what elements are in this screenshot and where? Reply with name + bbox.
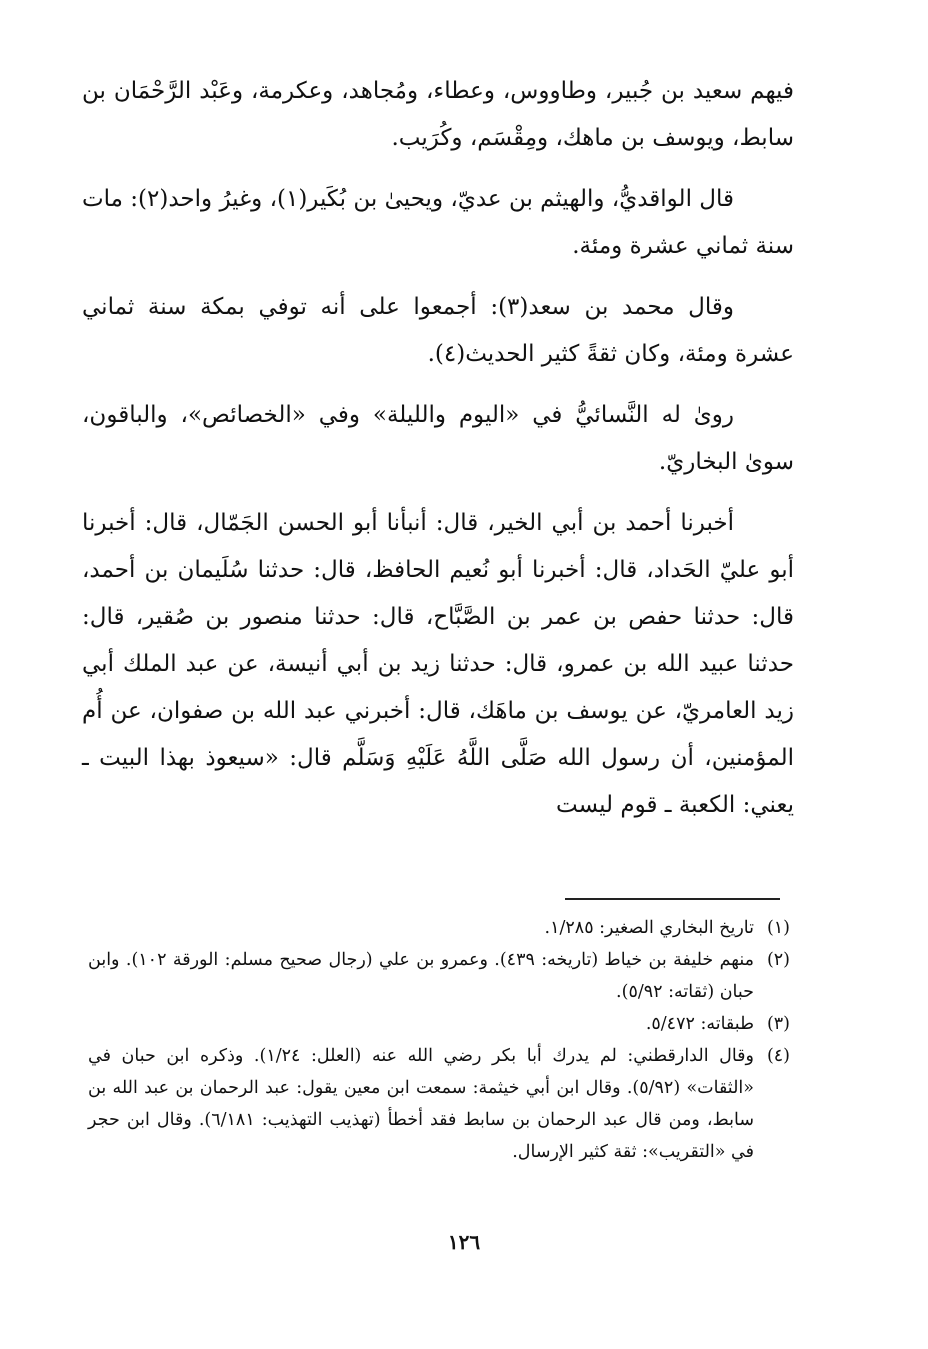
footnote-text: منهم خليفة بن خياط (تاريخه: ٤٣٩). وعمرو بن علي (رجال صحيح مسلم: الورقة ١٠٢). وابن حبان (ثقاته: ٥/٩٢). — [88, 950, 754, 1002]
paragraph-5: أخبرنا أحمد بن أبي الخير، قال: أنبأنا أبو الحسن الجَمّال، قال: أخبرنا أبو عليّ الحَداد، قال: أخبرنا أبو نُعيم الحافظ، قال: حدثنا سُلَيمان بن أحمد، قال: حدثنا حفص بن عمر بن الصَّبَّاح، قال: حدثنا منصور بن صُقير، قال: حدثنا عبيد الله بن عمرو، قال: حدثنا زيد بن أبي أنيسة، عن عبد الملك أبي زيد العامريّ، عن يوسف بن ماهَك، قال: أخبرني عبد الله بن صفوان، عن أُم المؤمنين، أن رسول الله صَلَّى اللَّهُ عَلَيْهِ وَسَلَّم قال: «سيعوذ بهذا البيت ـ يعني: الكعبة ـ قوم ليست — [82, 510, 794, 818]
main-text — [82, 68, 794, 841]
page-number: ١٢٦ — [447, 1230, 481, 1254]
footnote-text: طبقاته: ٥/٤٧٢. — [645, 1014, 754, 1034]
footnote-2 — [88, 944, 790, 1008]
footnote-separator — [565, 898, 780, 900]
paragraph-3: وقال محمد بن سعد(٣): أجمعوا على أنه توفي بمكة سنة ثماني عشرة ومئة، وكان ثقةً كثير الحديث(٤). — [82, 294, 794, 367]
footnote-text: وقال الدارقطني: لم يدرك أبا بكر رضي الله عنه (العلل: ١/٢٤). وذكره ابن حبان في «الثقات» (٥/٩٢). وقال ابن أبي خيثمة: سمعت ابن معين يقول: عبد الرحمان بن عبد الله بن سابط، ومن قال عبد الرحمان بن سابط فقد أخطأ (تهذيب التهذيب: ٦/١٨١). وقال ابن حجر في «التقريب»: ثقة كثير الإرسال. — [88, 1046, 754, 1162]
footnote-text: تاريخ البخاري الصغير: ١/٢٨٥. — [544, 918, 754, 938]
paragraph-4: روىٰ له النَّسائيُّ في «اليوم والليلة» وفي «الخصائص»، والباقون، سوىٰ البخاريّ. — [82, 402, 794, 475]
footnote-number: (٣) — [766, 1014, 790, 1034]
paragraph-2: قال الواقديُّ، والهيثم بن عديّ، ويحيىٰ بن بُكَير(١)، وغيرُ واحد(٢): مات سنة ثماني عشرة ومئة. — [82, 186, 794, 259]
footnote-number: (١) — [766, 918, 790, 938]
footnote-4 — [88, 1040, 790, 1168]
footnote-1 — [88, 912, 790, 944]
footnote-number: (٤) — [766, 1046, 790, 1066]
footnote-3 — [88, 1008, 790, 1040]
paragraph-1: فيهم سعيد بن جُبير، وطاووس، وعطاء، ومُجاهد، وعكرمة، وعَبْد الرَّحْمَان بن سابط، ويوسف بن ماهك، ومِقْسَم، وكُرَيب. — [82, 78, 794, 151]
footnotes — [88, 912, 790, 1168]
footnote-number: (٢) — [766, 950, 790, 970]
